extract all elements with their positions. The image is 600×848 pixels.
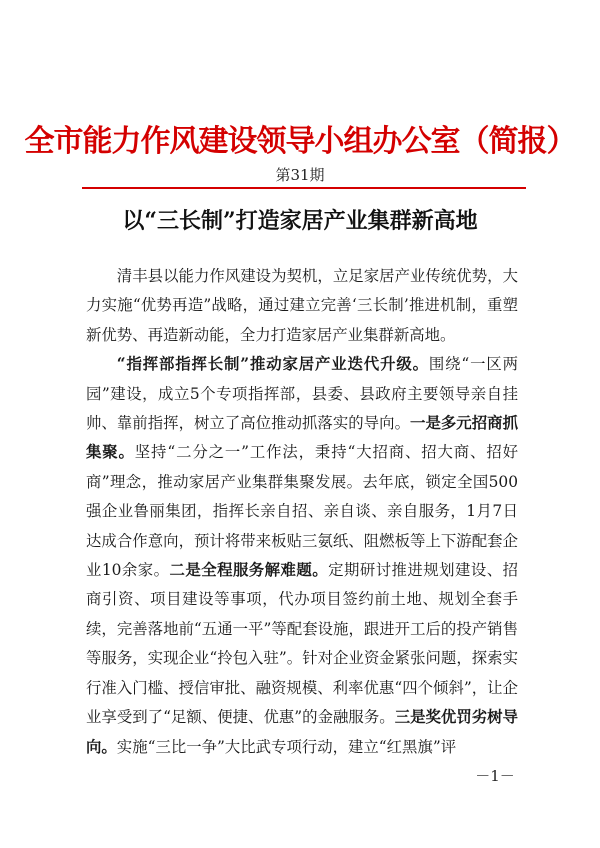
red-divider-line (82, 187, 526, 189)
paragraph-intro: 清丰县以能力作风建设为契机，立足家居产业传统优势，大力实施“优势再造”战略，通过建立完善‘三长制’推进机制，重塑新优势、再造新动能，全力打造家居产业集群新高地。 (86, 267, 518, 344)
paragraph-command-system (86, 350, 518, 762)
article-body (86, 262, 518, 762)
page-number: －1－ (475, 767, 515, 785)
point1-text: 坚持“二分之一”工作法，秉持“大招商、招大商、招好商”理念，推动家居产业集群集聚发展。去年底，锁定全国500强企业鲁丽集团，指挥长亲自招、亲自谈、亲自服务，1月7日达成合作意向，预计将带来板贴三氨纸、阻燃板等上下游配套企业10余家。 (86, 443, 518, 580)
masthead-title: 全市能力作风建设领导小组办公室（简报） (24, 124, 576, 159)
section-heading: “指挥部指挥长制”推动家居产业迭代升级。 (116, 355, 429, 374)
point2-text: 定期研讨推进规划建设、招商引资、项目建设等事项，代办项目签约前土地、规划全套手续，完善落地前“五通一平”等配套设施，跟进开工后的投产销售等服务，实现企业“拎包入驻”。针对企业资金紧张问题，探索实行准入门槛、授信审批、融资规模、利率优惠“四个倾斜”，让企业享受到了“足额、便捷、优惠”的金融服务。 (86, 561, 518, 727)
article-headline: 以“三长制”打造家居产业集群新高地 (122, 208, 478, 234)
point3-text: 实施“三比一争”大比武专项行动，建立“红黑旗”评 (116, 737, 457, 756)
section-intro: 围绕“一区两园”建设，成立5个专项指挥部，县委、县政府主要领导亲自挂帅、靠前指挥，树立了高位推动抓落实的导向。 (86, 355, 518, 433)
point3-heading: 三是奖优罚劣树导向。 (86, 708, 518, 756)
point1-heading: 一是多元招商抓集聚。 (86, 414, 518, 462)
point2-heading: 二是全程服务解难题。 (169, 561, 329, 580)
issue-number: 第31期 (275, 166, 325, 184)
